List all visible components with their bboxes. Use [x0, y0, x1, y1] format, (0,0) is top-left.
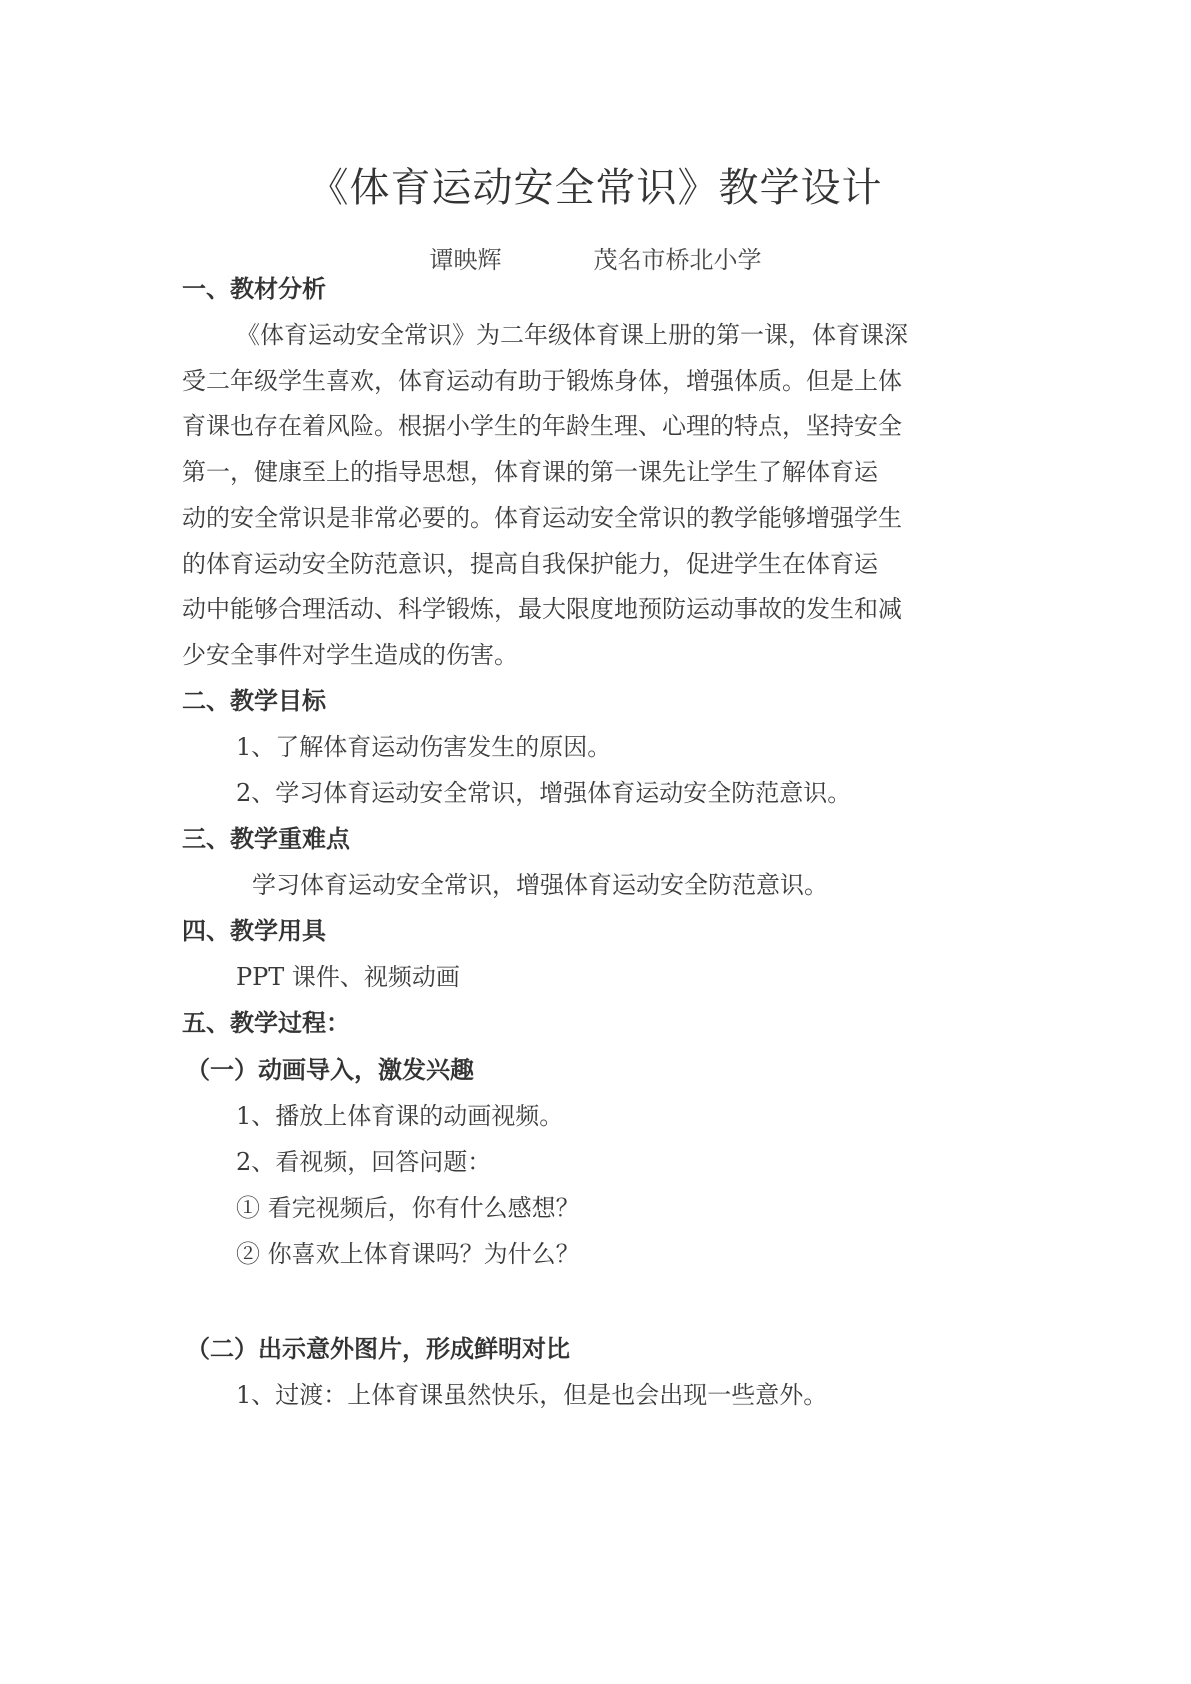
paragraph-line: 《体育运动安全常识》为二年级体育课上册的第一课，体育课深 — [236, 321, 908, 349]
section-heading: 一、教材分析 — [182, 275, 326, 303]
list-item: PPT 课件、视频动画 — [236, 963, 460, 991]
paragraph-line: 少安全事件对学生造成的伤害。 — [182, 641, 518, 669]
paragraph-line: 育课也存在着风险。根据小学生的年龄生理、心理的特点，坚持安全 — [182, 412, 902, 440]
school-name: 茂名市桥北小学 — [593, 246, 762, 274]
paragraph-line: 动的安全常识是非常必要的。体育运动安全常识的教学能够增强学生 — [182, 504, 902, 532]
list-item: 1、播放上体育课的动画视频。 — [236, 1102, 564, 1130]
paragraph-line: 的体育运动安全防范意识，提高自我保护能力，促进学生在体育运 — [182, 550, 878, 578]
subsection-heading: （二）出示意外图片，形成鲜明对比 — [186, 1335, 570, 1363]
list-item: 2、学习体育运动安全常识，增强体育运动安全防范意识。 — [236, 779, 852, 807]
section-heading: 三、教学重难点 — [182, 825, 350, 853]
author-name: 谭映辉 — [429, 246, 502, 274]
paragraph-line: 第一，健康至上的指导思想，体育课的第一课先让学生了解体育运 — [182, 458, 878, 486]
list-item: 1、了解体育运动伤害发生的原因。 — [236, 733, 612, 761]
paragraph-line: 受二年级学生喜欢，体育运动有助于锻炼身体，增强体质。但是上体 — [182, 367, 902, 395]
list-item: 学习体育运动安全常识，增强体育运动安全防范意识。 — [252, 871, 828, 899]
list-item: 2、看视频，回答问题： — [236, 1148, 492, 1176]
list-item: ① 看完视频后，你有什么感想？ — [236, 1194, 580, 1222]
subsection-heading: （一）动画导入，激发兴趣 — [186, 1056, 474, 1084]
document-title: 《体育运动安全常识》教学设计 — [308, 165, 883, 211]
list-item: 1、过渡：上体育课虽然快乐，但是也会出现一些意外。 — [236, 1381, 828, 1409]
list-item: ② 你喜欢上体育课吗？为什么？ — [236, 1240, 580, 1268]
paragraph-line: 动中能够合理活动、科学锻炼，最大限度地预防运动事故的发生和减 — [182, 595, 902, 623]
section-heading: 四、教学用具 — [182, 917, 326, 945]
section-heading: 五、教学过程： — [182, 1009, 350, 1037]
byline — [0, 243, 1191, 277]
section-heading: 二、教学目标 — [182, 687, 326, 715]
